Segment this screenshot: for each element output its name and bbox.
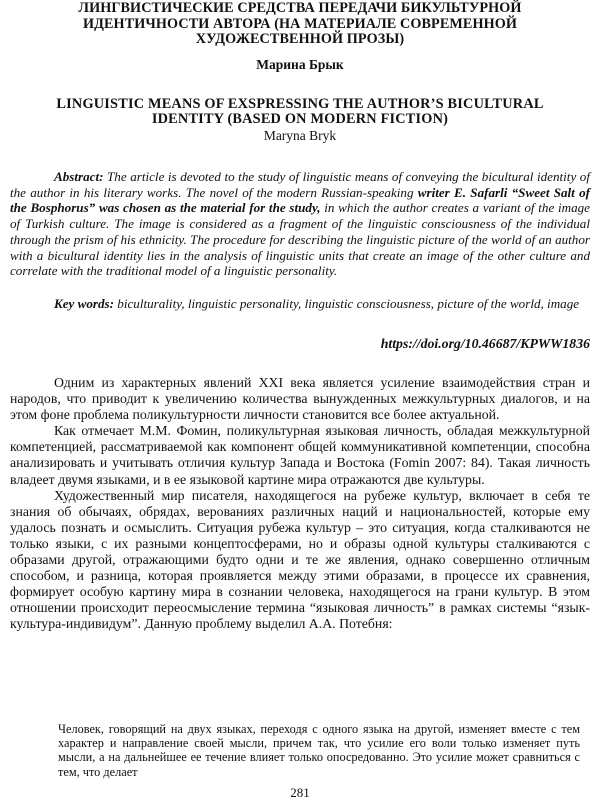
keywords	[10, 296, 590, 312]
title-en-line: IDENTITY (BASED ON MODERN FICTION)	[151, 111, 449, 127]
keywords-text: biculturality, linguistic personality, linguistic consciousness, picture of the world, image	[114, 296, 580, 311]
keywords-label: Key words:	[54, 296, 115, 311]
abstract-text: in which the author creates a variant of the image of Turkish culture. The image is considered as a fragment of the linguistic consciousness of the individual through the prism of his ethnicity. The procedure for describing the linguistic picture of the world of an author with a bicultural identity lies in the analysis of linguistic units that create an image of the other culture and correlate with the traditional model of a linguistic personality.	[10, 200, 590, 279]
body-text	[10, 375, 590, 633]
abstract-text-bold: writer E. Safarli “Sweet Salt of the Bosphorus” was chosen as the material for the study,	[10, 184, 590, 216]
title-ru-line: ИДЕНТИЧНОСТИ АВТОРА (НА МАТЕРИАЛЕ СОВРЕМЕННОЙ	[83, 15, 517, 32]
block-quote	[58, 722, 580, 779]
quote-text: Человек, говорящий на двух языках, переходя с одного языка на другой, изменяет вместе с тем характер и направление своей мысли, причем так, что усилие его воли только изменяет путь мысли, а на дальнейшее ее течение влияет только опосредованно. Это усилие может сравниться с тем, что делает	[58, 722, 580, 779]
page-number: 281	[290, 785, 310, 800]
title-en-line: LINGUISTIC MEANS OF EXSPRESSING THE AUTHOR’S BICULTURAL	[56, 96, 544, 112]
body-paragraph: Как отмечает М.М. Фомин, поликультурная языковая личность, обладая межкультурной компетенцией, рассматриваемой как компонент общей коммуникативной компетенции, способна анализировать и учитывать отличия культур Запада и Востока (Fomin 2007: 84). Такая личность владеет двумя языками, и в ее языковой картине мира отражаются две культуры.	[10, 423, 590, 487]
abstract	[10, 169, 590, 279]
body-paragraph: Одним из характерных явлений XXI века является усиление взаимодействия стран и народов, что приводит к увеличению количества вынужденных межкультурных диалогов, и на этом фоне проблема поликультурности личности становится все более актуальной.	[10, 375, 590, 423]
title-english	[10, 97, 590, 127]
doi-link[interactable]: https://doi.org/10.46687/KPWW1836	[380, 336, 590, 351]
author-english: Maryna Bryk	[263, 128, 337, 143]
abstract-label: Abstract:	[54, 169, 104, 184]
title-ru-line: ЛИНГВИСТИЧЕСКИЕ СРЕДСТВА ПЕРЕДАЧИ БИКУЛЬТУРНОЙ	[78, 0, 522, 16]
title-russian	[20, 1, 580, 48]
author-russian: Марина Брык	[256, 57, 344, 72]
title-ru-line: ХУДОЖЕСТВЕННОЙ ПРОЗЫ)	[195, 31, 405, 47]
body-paragraph: Художественный мир писателя, находящегося на рубеже культур, включает в себя те знания об обычаях, обрядах, верованиях различных наций и национальностей, которые ему удалось познать и осмыслить. Ситуация рубежа культур – это ситуация, когда сталкиваются не только языки, с их разными концептосферами, но и образы одной культуры сталкиваются с образами другой, отражающими будто одни и те же явления, однако совершенно отличным способом, и разница, которая проявляется между этими образами, в процессе их сравнения, формирует особую картину мира в сознании человека, находящегося на грани культур. В этом отношении происходит переосмысление термина “языковая личность” в рамках системы “язык-культура-индивидум”. Данную проблему выделил А.А. Потебня:	[10, 487, 590, 632]
abstract-text: The article is devoted to the study of linguistic means of conveying the bicultural identity of the author in his literary works. The novel of the modern Russian-speaking	[10, 169, 590, 200]
